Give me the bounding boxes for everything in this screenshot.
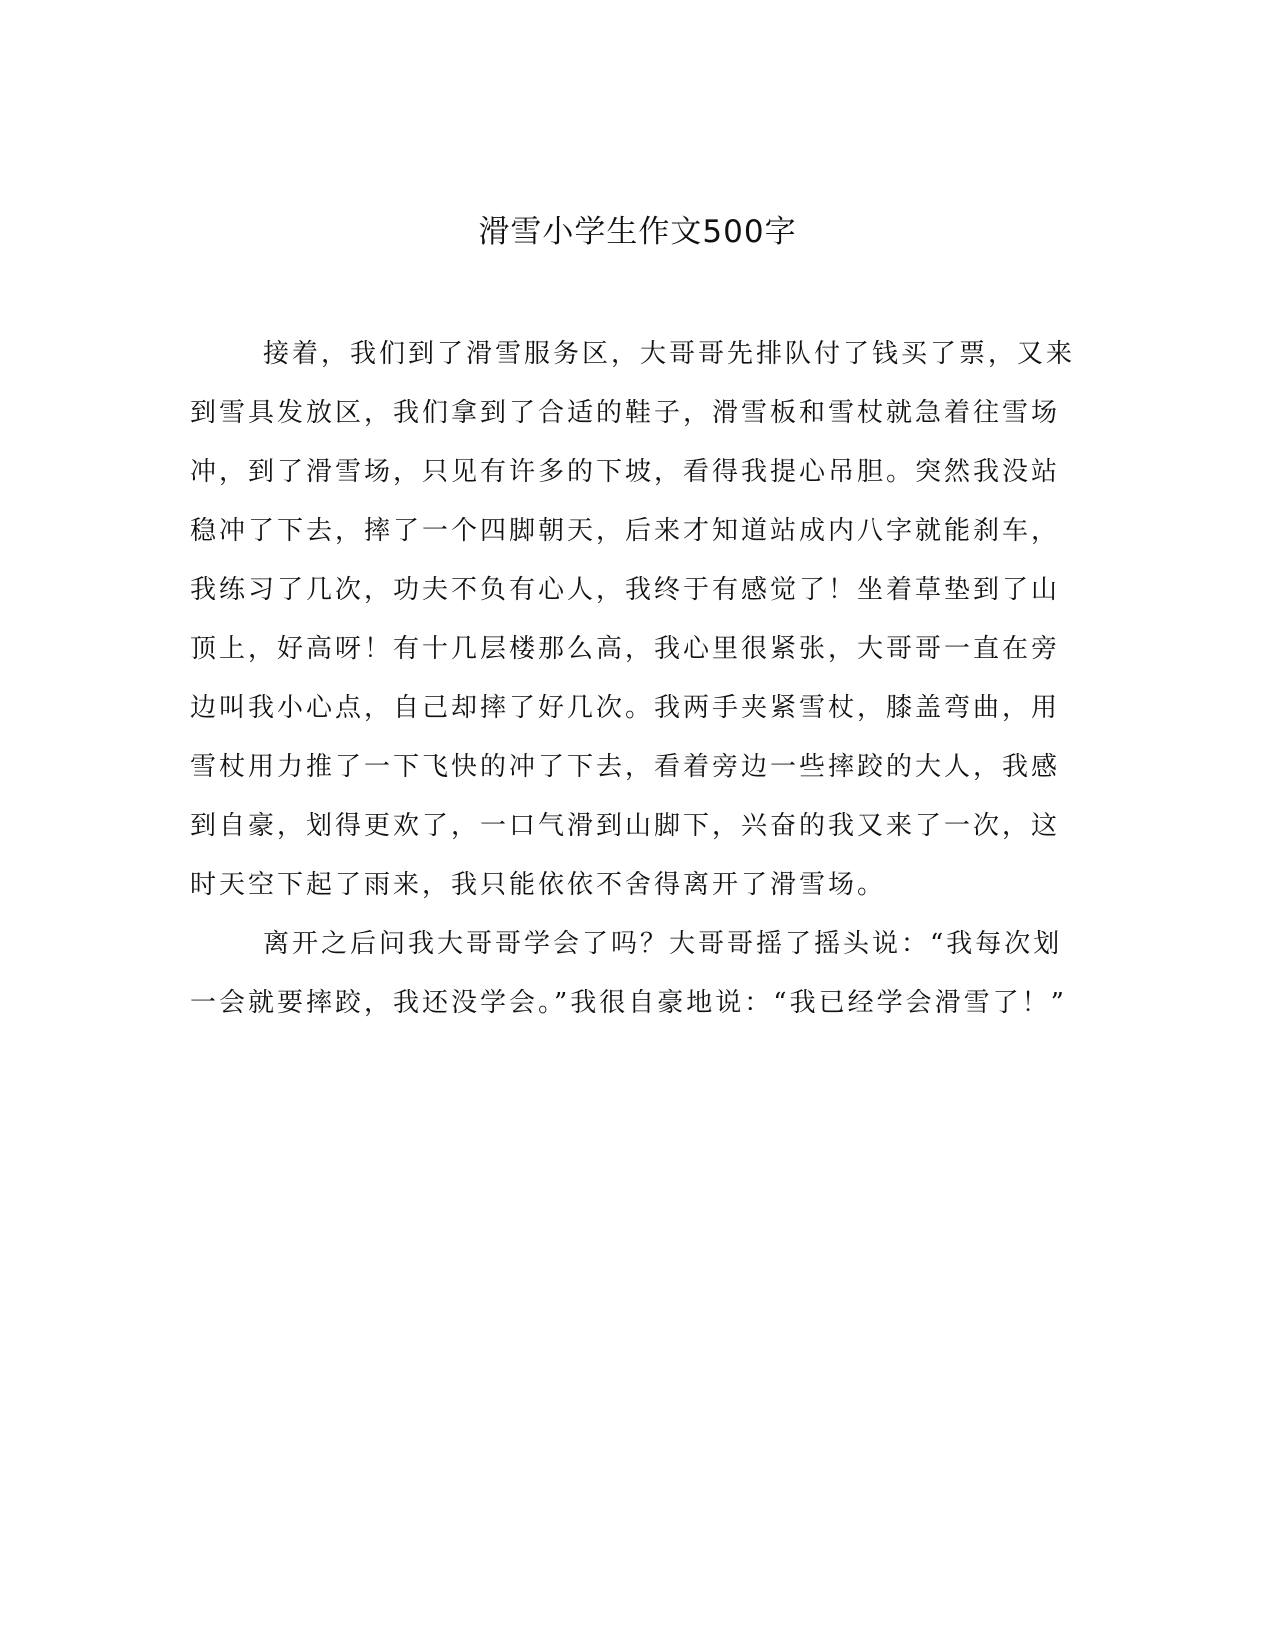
text-line: 到雪具发放区，我们拿到了合适的鞋子，滑雪板和雪杖就急着往雪场 [190,398,1061,428]
essay-body [190,325,1076,1033]
text-line: 我练习了几次，功夫不负有心人，我终于有感觉了！坐着草垫到了山 [190,575,1061,605]
paragraph-2 [190,915,1070,1033]
text-line: 接着，我们到了滑雪服务区，大哥哥先排队付了钱买了票，又来 [263,339,1076,369]
paragraph-1 [190,325,1076,915]
text-line: 边叫我小心点，自己却摔了好几次。我两手夹紧雪杖，膝盖弯曲，用 [190,693,1061,723]
text-line: 时天空下起了雨来，我只能依依不舍得离开了滑雪场。 [190,870,887,900]
text-line: 稳冲了下去，摔了一个四脚朝天，后来才知道站成内八字就能刹车， [190,516,1061,546]
text-line: 顶上，好高呀！有十几层楼那么高，我心里很紧张，大哥哥一直在旁 [190,634,1061,664]
text-line: 雪杖用力推了一下飞快的冲了下去，看着旁边一些摔跤的大人，我感 [190,752,1061,782]
text-line: 冲，到了滑雪场，只见有许多的下坡，看得我提心吊胆。突然我没站 [190,457,1061,487]
text-line: 到自豪，划得更欢了，一口气滑到山脚下，兴奋的我又来了一次，这 [190,811,1061,841]
text-line: 离开之后问我大哥哥学会了吗？大哥哥摇了摇头说：“我每次划 [263,929,1063,959]
text-line: 一会就要摔跤，我还没学会。”我很自豪地说：“我已经学会滑雪了！” [190,988,1067,1018]
page-title: 滑雪小学生作文500字 [478,214,797,250]
